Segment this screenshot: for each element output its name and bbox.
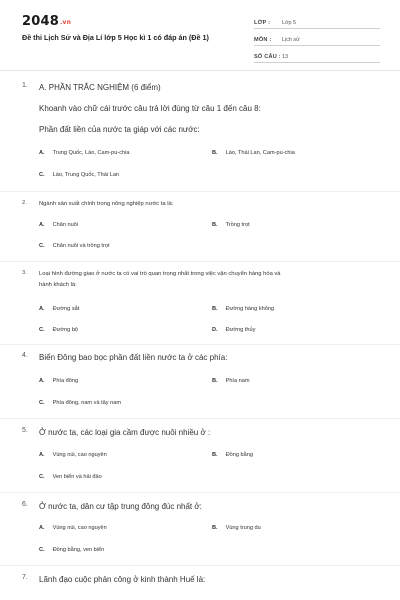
- question-separator: [0, 565, 400, 566]
- option-1a[interactable]: A. Trung Quốc, Lào, Cam-pu-chia: [39, 150, 130, 156]
- question-text: Ở nước ta, các loại gia cầm được nuôi nhiều ở :: [39, 428, 211, 437]
- option-5a[interactable]: A. Vùng núi, cao nguyên: [39, 452, 107, 458]
- question-separator: [0, 344, 400, 345]
- question-text: A. PHẦN TRẮC NGHIỆM (6 điểm): [39, 83, 161, 92]
- question-text-line-2: hành khách là:: [39, 282, 77, 288]
- document-header: [0, 0, 400, 70]
- question-number: 1.: [22, 82, 28, 89]
- option-3c[interactable]: C. Đường bộ: [39, 327, 79, 333]
- option-3d[interactable]: D. Đường thủy: [212, 327, 256, 333]
- meta-subject-value: Lịch sử: [282, 36, 300, 43]
- option-1b[interactable]: B. Lào, Thái Lan, Cam-pu-chia: [212, 150, 295, 156]
- question-number: 7.: [22, 574, 28, 581]
- question-text-line-1: Loại hình đường giao ở nước ta có vai trò quan trọng nhất trong việc vận chuyển hàng hóa và: [39, 271, 281, 277]
- option-3a[interactable]: A. Đường sắt: [39, 306, 80, 312]
- question-1-instruction: Khoanh vào chữ cái trước câu trả lời đúng từ câu 1 đến câu 8:: [39, 104, 261, 113]
- question-number: 4.: [22, 352, 28, 359]
- option-4a[interactable]: A. Phía đông: [39, 378, 79, 384]
- meta-class-label: LỚP :: [254, 19, 271, 26]
- option-2a[interactable]: A. Chăn nuôi: [39, 222, 79, 228]
- option-5c[interactable]: C. Ven biển và hải đảo: [39, 474, 102, 480]
- option-4c[interactable]: C. Phía đông, nam và tây nam: [39, 400, 122, 406]
- question-text: Lãnh đạo cuộc phản công ở kinh thành Huế là:: [39, 575, 206, 584]
- option-6b[interactable]: B. Vùng trung du: [212, 525, 261, 531]
- question-separator: [0, 492, 400, 493]
- meta-count-value: 13: [282, 53, 288, 60]
- option-5b[interactable]: B. Đồng bằng: [212, 452, 253, 458]
- question-number: 5.: [22, 427, 28, 434]
- question-separator: [0, 418, 400, 419]
- question-text: Ngành sản xuất chính trong nông nghiệp nước ta là:: [39, 201, 174, 207]
- option-4b[interactable]: B. Phía nam: [212, 378, 250, 384]
- meta-subject-row: [254, 31, 380, 46]
- option-3b[interactable]: B. Đường hàng không: [212, 306, 275, 312]
- meta-count-label: SỐ CÂU :: [254, 53, 281, 60]
- question-text: Biển Đông bao bọc phần đất liền nước ta ở các phía:: [39, 353, 228, 362]
- option-1c[interactable]: C. Lào, Trung Quốc, Thái Lan: [39, 172, 120, 178]
- question-number: 3.: [22, 270, 27, 276]
- question-number: 2.: [22, 200, 27, 206]
- option-6c[interactable]: C. Đồng bằng, ven biển: [39, 547, 105, 553]
- meta-count-row: [254, 48, 380, 63]
- question-separator: [0, 261, 400, 262]
- question-1-prompt: Phần đất liền của nước ta giáp với các nước:: [39, 125, 200, 134]
- option-6a[interactable]: A. Vùng núi, cao nguyên: [39, 525, 107, 531]
- meta-class-row: [254, 14, 380, 29]
- logo-text: 2048: [22, 14, 59, 29]
- document-meta: [254, 14, 380, 65]
- question-number: 6.: [22, 501, 28, 508]
- question-text: Ở nước ta, dân cư tập trung đông đúc nhất ở:: [39, 502, 202, 511]
- meta-subject-label: MÔN :: [254, 36, 272, 43]
- document-title: Đề thi Lịch Sử và Địa Lí lớp 5 Học kì 1 có đáp án (Đề 1): [22, 33, 209, 42]
- logo-suffix: .vn: [59, 19, 72, 26]
- option-2b[interactable]: B. Trồng trọt: [212, 222, 250, 228]
- header-divider: [0, 70, 400, 71]
- site-logo[interactable]: [22, 14, 71, 29]
- option-2c[interactable]: C. Chăn nuôi và trồng trọt: [39, 243, 110, 249]
- question-separator: [0, 191, 400, 192]
- meta-class-value: Lớp 5: [282, 19, 297, 26]
